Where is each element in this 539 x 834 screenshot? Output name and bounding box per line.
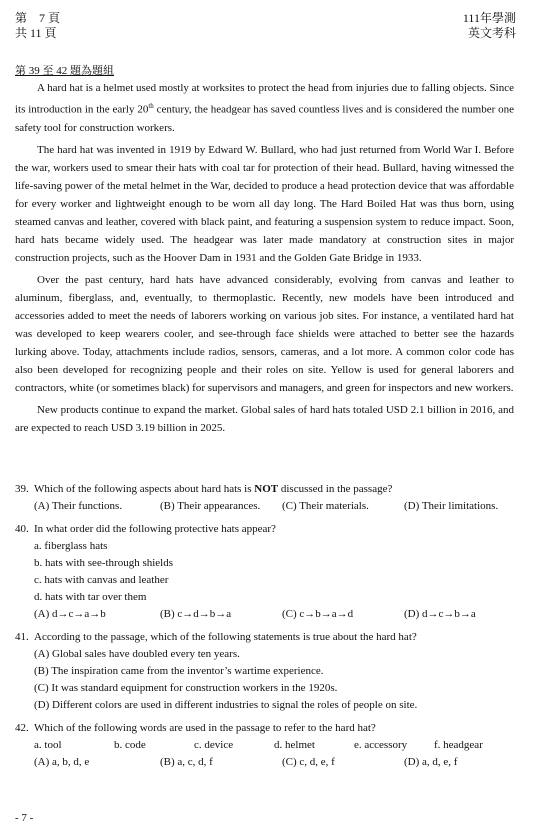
question-list [15,481,514,777]
passage-paragraph-1: A hard hat is a helmet used mostly at worksites to protect the head from injuries due to falling objects. Since its introduction in the early 20th century, the headgear has saved countless lives and is considered the number one safety tool for construction workers. [15,82,514,134]
word-option: e. accessory [354,739,408,751]
page-footer: - 7 - [15,812,34,824]
question-number: 39. [15,483,29,495]
section-title: 第 39 至 42 題為題組 [15,65,114,77]
word-option: b. code [114,739,146,751]
reading-passage [15,79,514,441]
passage-paragraph-3: Over the past century, hard hats have advanced considerably, evolving from canvas and leather to aluminum, fiberglass, and, eventually, to thermoplastic. Recently, new models have been introduced and accessories added to meet the needs of laborers working on various job sites. For instance, a ventilated hard hat was developed to keep wearers cooler, and see-through face shields were attached to better see the hazards lurking above. Today, attachments include radios, sensors, cameras, and a lot more. A common color code has also been developed for recognizing people and their roles on site. Yellow is used for general laborers and contractors, white (or sometimes black) for supervisors and managers, and green for inspectors and new workers. [15,273,514,394]
choice-a[interactable]: (A) Their functions. [34,500,123,512]
list-item: b. hats with see-through shields [34,557,174,569]
word-option: c. device [194,739,234,751]
question-number: 42. [15,722,29,734]
question-40 [15,521,514,623]
choice-c[interactable]: (C) c→b→a→d [282,608,354,620]
list-item: c. hats with canvas and leather [34,574,169,586]
question-39 [15,481,514,515]
page-total: 共 11 頁 [15,26,57,40]
word-options [15,737,514,754]
choice-d[interactable]: (D) a, d, e, f [404,756,458,768]
choice-c[interactable]: (C) c, d, e, f [282,756,335,768]
choice-a[interactable]: (A) a, b, d, e [34,756,90,768]
answer-choices [15,606,514,623]
answer-choices [15,498,514,515]
question-41 [15,629,514,714]
choice-c[interactable]: (C) It was standard equipment for construction workers in the 1920s. [34,682,338,694]
page-header-right [463,11,516,41]
choice-b[interactable]: (B) Their appearances. [160,500,261,512]
choice-b[interactable]: (B) c→d→b→a [160,608,232,620]
exam-subject: 英文考科 [467,26,516,40]
word-option: d. helmet [274,739,315,751]
question-stem: In what order did the following protective hats appear? [34,523,276,535]
question-number: 41. [15,631,29,643]
question-number: 40. [15,523,29,535]
passage-paragraph-4: New products continue to expand the market. Global sales of hard hats totaled USD 2.1 billion in 2016, and are expected to reach USD 3.19 billion in 2025. [15,403,514,434]
choice-c[interactable]: (C) Their materials. [282,500,369,512]
choice-b[interactable]: (B) a, c, d, f [160,756,213,768]
question-42 [15,720,514,771]
choice-d[interactable]: (D) d→c→b→a [404,608,476,620]
question-stem: According to the passage, which of the following statements is true about the hard hat? [34,631,417,643]
page-header-left [15,11,60,41]
answer-choices [15,754,514,771]
list-item: d. hats with tar over them [34,591,147,603]
question-stem: Which of the following aspects about hard hats is NOT discussed in the passage? [34,483,393,495]
choice-d[interactable]: (D) Different colors are used in different industries to signal the roles of people on site. [34,699,418,711]
exam-name: 111年學測 [462,11,516,25]
choice-d[interactable]: (D) Their limitations. [404,500,499,512]
passage-paragraph-2: The hard hat was invented in 1919 by Edward W. Bullard, who had just returned from World War I. Before the war, workers used to smear their hats with coal tar for protection of their head. Bullard, having witnessed the life-saving power of the metal helmet in the War, decided to produce a head protection device that was affordable for every worker and lightweight enough to be worn all day long. The Hard Boiled Hat was thus born, using steamed canvas and leather, covered with black paint, and featuring a suspension system to reduce impact. Soon, hard hats became widely used. The headgear was later made mandatory at construction sites in major construction projects, such as the Hoover Dam in 1931 and the Golden Gate Bridge in 1933. [15,143,514,264]
question-stem: Which of the following words are used in the passage to refer to the hard hat? [34,722,376,734]
word-option: f. headgear [434,739,483,751]
page-number: 第 7 頁 [15,11,61,25]
choice-a[interactable]: (A) d→c→a→b [34,608,106,620]
word-option: a. tool [34,739,62,751]
choice-a[interactable]: (A) Global sales have doubled every ten years. [34,648,240,660]
choice-b[interactable]: (B) The inspiration came from the inventor’s wartime experience. [34,665,324,677]
list-item: a. fiberglass hats [34,540,108,552]
